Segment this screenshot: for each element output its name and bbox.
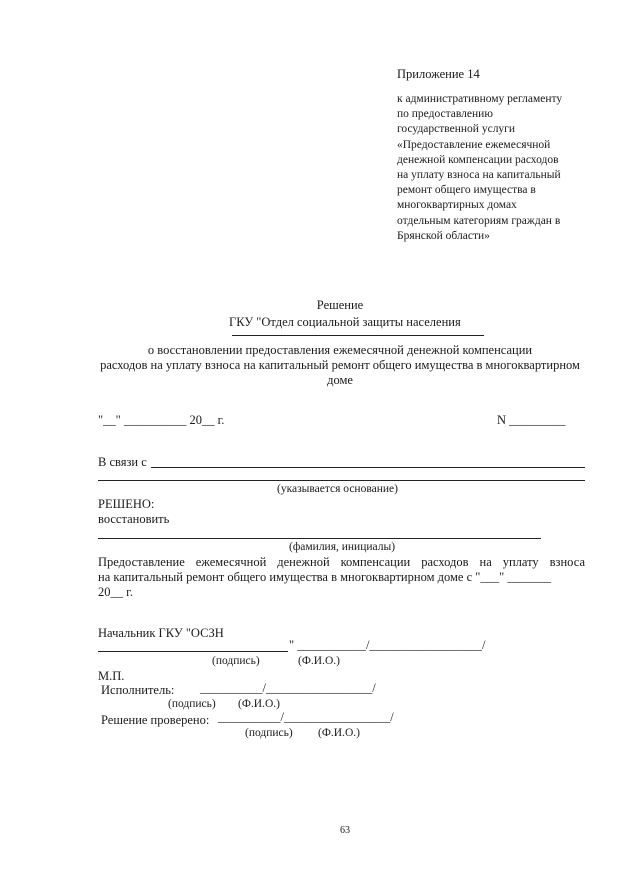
page-number: 63 [340,825,350,836]
checked-label: Решение проверено: [101,713,210,727]
stamp-label: М.П. [98,669,125,683]
head-label: Начальник ГКУ "ОСЗН [98,626,224,640]
executor-name-hint: (Ф.И.О.) [238,698,280,710]
subject-line-3: доме [327,373,353,387]
head-sign-hint: (подпись) [212,655,260,667]
executor-signature-line: __________/_________________/ [200,681,376,695]
appendix-line: на уплату взноса на капитальный [397,169,561,182]
appendix-line: отдельным категориям граждан в [397,214,561,227]
appendix-line: к административному регламенту [397,93,563,105]
subject-line-1: о восстановлении предоставления ежемесячной денежной компенсации [147,343,533,357]
executor-sign-hint: (подпись) [168,698,216,710]
head-signature-line: " ___________/__________________/ [289,638,486,652]
resolved-heading: РЕШЕНО: [98,497,155,511]
appendix-line: многоквартирных домах [397,199,517,212]
decision-text-line-2: на капитальный ремонт общего имущества в многоквартирном доме с "___" _______ [98,570,552,584]
reason-line-1 [151,467,585,468]
appendix-line: Брянской области» [397,229,490,242]
organization-underline [232,335,484,336]
appendix-line: ремонт общего имущества в [397,184,536,197]
appendix-line: денежной компенсации расходов [397,153,559,166]
head-name-hint: (Ф.И.О.) [298,655,340,667]
subject-line-2: расходов на уплату взноса на капитальный ремонт общего имущества в многоквартирном [100,358,580,372]
appendix-line: по предоставлению [397,108,493,121]
name-line [98,538,541,539]
reason-hint: (указывается основание) [277,483,398,495]
reason-line-2 [98,480,585,481]
decision-text-line-3: 20__ г. [98,585,133,599]
appendix-description [397,92,607,244]
executor-label: Исполнитель: [101,683,175,697]
checked-signature-line: __________/_________________/ [218,710,394,724]
document-title: Решение [316,298,364,312]
checked-name-hint: (Ф.И.О.) [318,727,360,739]
checked-sign-hint: (подпись) [245,727,293,739]
decision-number-field: N _________ [497,413,566,427]
reason-label: В связи с [98,455,147,469]
restore-label: восстановить [98,512,170,526]
appendix-title: Приложение 14 [397,67,480,81]
organization-name: ГКУ "Отдел социальной защиты населения [229,315,461,329]
decision-date-field: "__" __________ 20__ г. [98,413,225,427]
appendix-line: государственной услуги [397,123,516,136]
head-name-line [98,651,288,652]
appendix-line: «Предоставление ежемесячной [397,138,551,151]
name-hint: (фамилия, инициалы) [289,541,396,553]
decision-text-line-1: Предоставление ежемесячной денежной компенсации расходов на уплату взноса [98,555,585,569]
